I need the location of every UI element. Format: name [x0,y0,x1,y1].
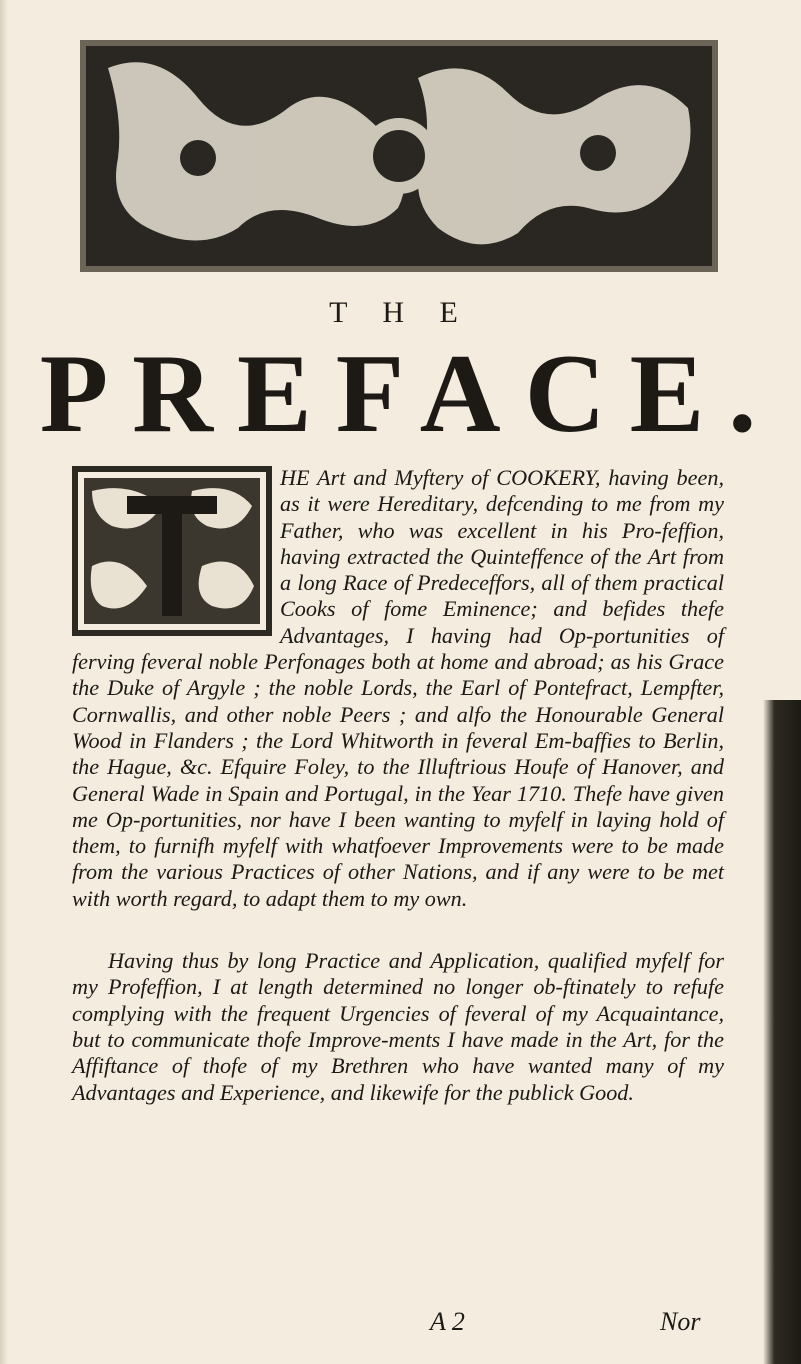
page-footer [0,1307,801,1347]
heading-the: T H E [329,296,472,329]
paragraph-2: Having thus by long Practice and Application, qualified myfelf for my Profeffion, I at length determined no longer ob-ftinately to refufe complying with the frequent Urgencies of feveral of my Acquaintance, but to communicate thofe Improve-ments I have made in the Art, for the Affiftance of thofe of my Brethren who have wanted many of my Advantages and Experience, and likewife for the publick Good. [72,948,724,1105]
page-gutter-shadow [0,0,8,1364]
preface-body [72,465,724,1106]
signature-mark: A 2 [430,1307,465,1336]
paragraph-1-text: HE Art and Myftery of COOKERY, having been, as it were Hereditary, defcending to me from my Father, who was excellent in his Pro-feffion, having extracted the Quinteffence of the Art from a long Race of Predeceffors, all of them practical Cooks of fome Eminence; and befides thefe Advantages, I having had Op-portunities of ferving feveral noble Perfonages both at home and abroad; as his Grace the Duke of Argyle ; the noble Lords, the Earl of Pontefract, Lempfter, Cornwallis, and other noble Peers ; and alfo the Honourable General Wood in Flanders ; the Lord Whitworth in feveral Em-baffies to Berlin, the Hague, &c. Efquire Foley, to the Illuftrious Houfe of Hanover, and General Wade in Spain and Portugal, in the Year 1710. Thefe have given me Op-portunities, nor have I been wanting to myfelf in laying hold of them, to furnifh myfelf with whatfoever Improvements were to be made from the various Practices of other Nations, and if any were to be met with worth regard, to adapt them to my own. [72,465,724,911]
ornamental-headpiece [78,38,720,274]
page-edge-shadow [763,700,801,1364]
heading-preface: PREFACE. [39,332,781,456]
paragraph-1 [72,465,724,912]
catchword: Nor [660,1307,701,1336]
initial-spacer [72,465,280,633]
